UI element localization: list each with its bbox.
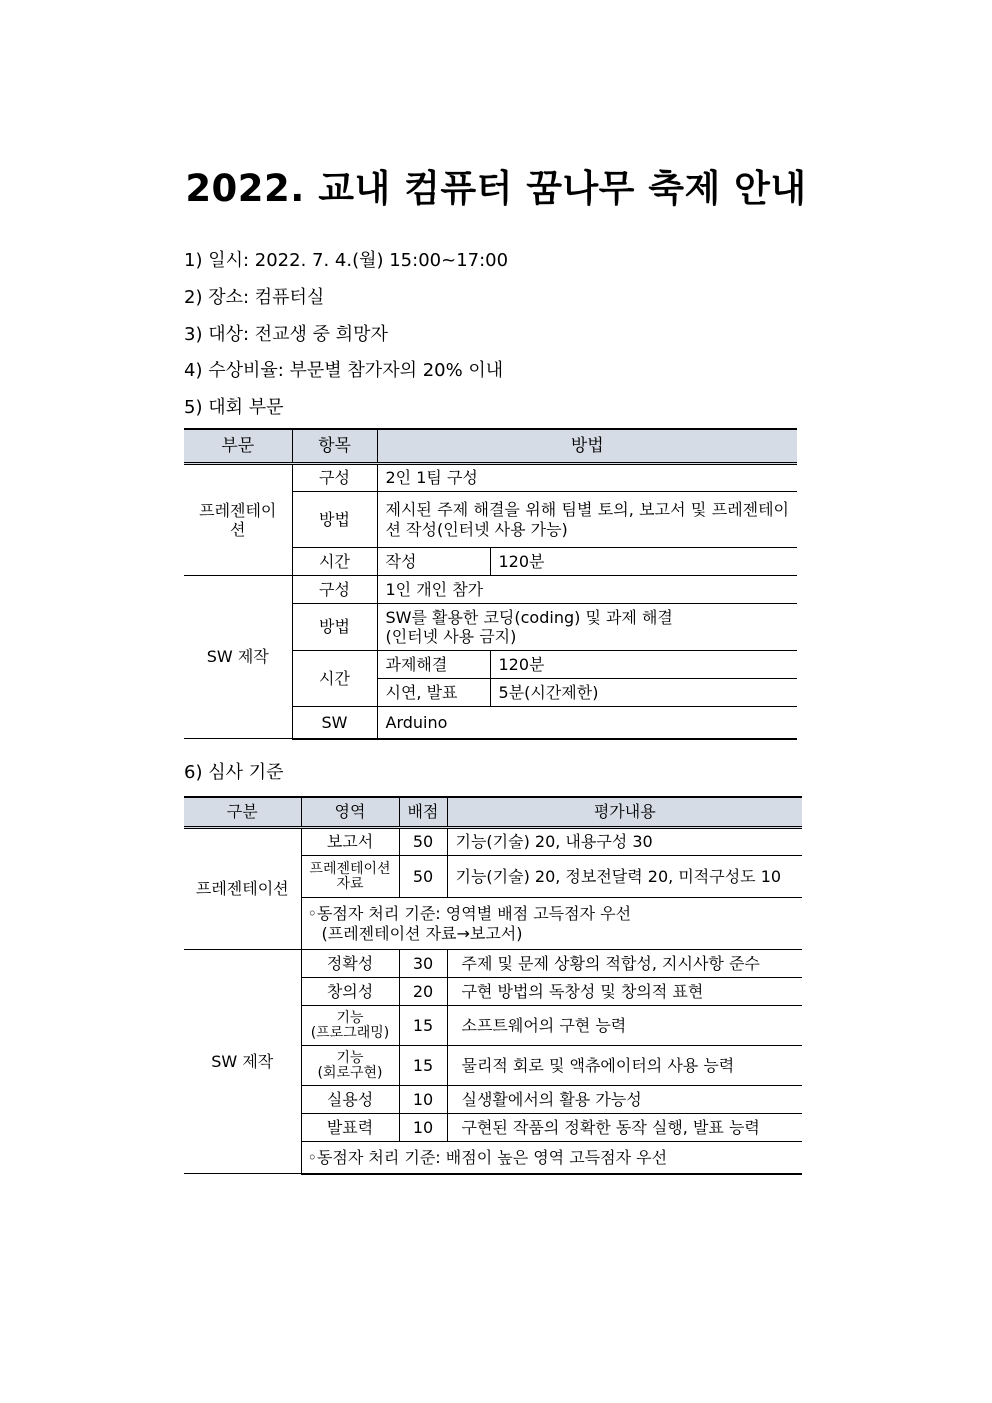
- page-title: 2022. 교내 컴퓨터 꿈나무 축제 안내: [185, 167, 807, 210]
- item-cell: 구성: [292, 464, 377, 492]
- evaluation-cell: 물리적 회로 및 액츄에이터의 사용 능력: [447, 1046, 802, 1086]
- header-method: 방법: [377, 429, 797, 464]
- method-cell: 1인 개인 참가: [377, 576, 797, 604]
- header-score: 배점: [399, 797, 447, 828]
- item-award-ratio: 4) 수상비율: 부문별 참가자의 20% 이내: [184, 360, 504, 381]
- area-cell: 창의성: [301, 978, 399, 1006]
- method-value: 120분: [490, 651, 797, 679]
- division-sw: SW 제작: [184, 576, 292, 739]
- method-cell: 2인 1팀 구성: [377, 464, 797, 492]
- area-line: (회로구현): [317, 1064, 383, 1081]
- item-divisions: 5) 대회 부문: [184, 397, 284, 418]
- evaluation-cell: 소프트웨어의 구현 능력: [447, 1006, 802, 1046]
- method-cell: Arduino: [377, 707, 797, 739]
- evaluation-cell: 기능(기술) 20, 내용구성 30: [447, 828, 802, 856]
- item-cell: 방법: [292, 604, 377, 651]
- header-evaluation: 평가내용: [447, 797, 802, 828]
- area-cell: 정확성: [301, 950, 399, 978]
- item-criteria: 6) 심사 기준: [184, 762, 284, 783]
- area-line: 프레젠테이션: [309, 860, 391, 877]
- item-cell: 시간: [292, 651, 377, 707]
- method-cell: 작성: [377, 548, 490, 576]
- evaluation-cell: 실생활에서의 활용 가능성: [447, 1086, 802, 1114]
- evaluation-cell: 주제 및 문제 상황의 적합성, 지시사항 준수: [447, 950, 802, 978]
- score-cell: 10: [399, 1086, 447, 1114]
- score-cell: 50: [399, 856, 447, 898]
- evaluation-cell: 기능(기술) 20, 정보전달력 20, 미적구성도 10: [447, 856, 802, 898]
- header-division: 부문: [184, 429, 292, 464]
- division-presentation: 프레젠테이션: [184, 464, 292, 576]
- method-value: 5분(시간제한): [490, 679, 797, 707]
- score-cell: 10: [399, 1114, 447, 1142]
- area-cell: [301, 856, 399, 898]
- criteria-table: [184, 796, 802, 1175]
- item-target: 3) 대상: 전교생 중 희망자: [184, 324, 388, 345]
- score-cell: 50: [399, 828, 447, 856]
- item-cell: 구성: [292, 576, 377, 604]
- evaluation-cell: 구현 방법의 독창성 및 창의적 표현: [447, 978, 802, 1006]
- area-cell: 보고서: [301, 828, 399, 856]
- method-value: 120분: [490, 548, 797, 576]
- score-cell: 30: [399, 950, 447, 978]
- area-line: (프로그래밍): [310, 1024, 390, 1041]
- area-line: 자료: [336, 875, 364, 892]
- area-cell: 발표력: [301, 1114, 399, 1142]
- score-cell: 15: [399, 1006, 447, 1046]
- method-cell: 제시된 주제 해결을 위해 팀별 토의, 보고서 및 프레젠테이션 작성(인터넷 사용 가능): [377, 492, 797, 548]
- evaluation-cell: 구현된 작품의 정확한 동작 실행, 발표 능력: [447, 1114, 802, 1142]
- category-sw: SW 제작: [184, 950, 301, 1174]
- item-location: 2) 장소: 컴퓨터실: [184, 287, 325, 308]
- area-cell: [301, 1046, 399, 1086]
- method-cell: [377, 604, 797, 651]
- tiebreak-note: [301, 898, 802, 950]
- item-cell: 방법: [292, 492, 377, 548]
- item-cell: 시간: [292, 548, 377, 576]
- item-schedule: 1) 일시: 2022. 7. 4.(월) 15:00~17:00: [184, 250, 509, 271]
- score-cell: 15: [399, 1046, 447, 1086]
- area-cell: [301, 1006, 399, 1046]
- area-line: 기능: [336, 1049, 364, 1066]
- method-line: (인터넷 사용 금지): [385, 627, 517, 646]
- header-category: 구분: [184, 797, 301, 828]
- note-line: ◦동점자 처리 기준: 영역별 배점 고득점자 우선: [307, 904, 632, 924]
- method-cell: 과제해결: [377, 651, 490, 679]
- area-cell: 실용성: [301, 1086, 399, 1114]
- table-row: [184, 828, 802, 856]
- category-presentation: 프레젠테이션: [184, 828, 301, 950]
- method-cell: 시연, 발표: [377, 679, 490, 707]
- note-line: (프레젠테이션 자료→보고서): [321, 923, 523, 943]
- table-row: [184, 950, 802, 978]
- tiebreak-note: ◦동점자 처리 기준: 배점이 높은 영역 고득점자 우선: [301, 1142, 802, 1174]
- method-line: SW를 활용한 코딩(coding) 및 과제 해결: [385, 607, 673, 627]
- header-area: 영역: [301, 797, 399, 828]
- division-table: [184, 428, 797, 740]
- item-cell: SW: [292, 707, 377, 739]
- score-cell: 20: [399, 978, 447, 1006]
- area-line: 기능: [336, 1009, 364, 1026]
- table-row: [184, 576, 797, 604]
- header-item: 항목: [292, 429, 377, 464]
- table-row: [184, 464, 797, 492]
